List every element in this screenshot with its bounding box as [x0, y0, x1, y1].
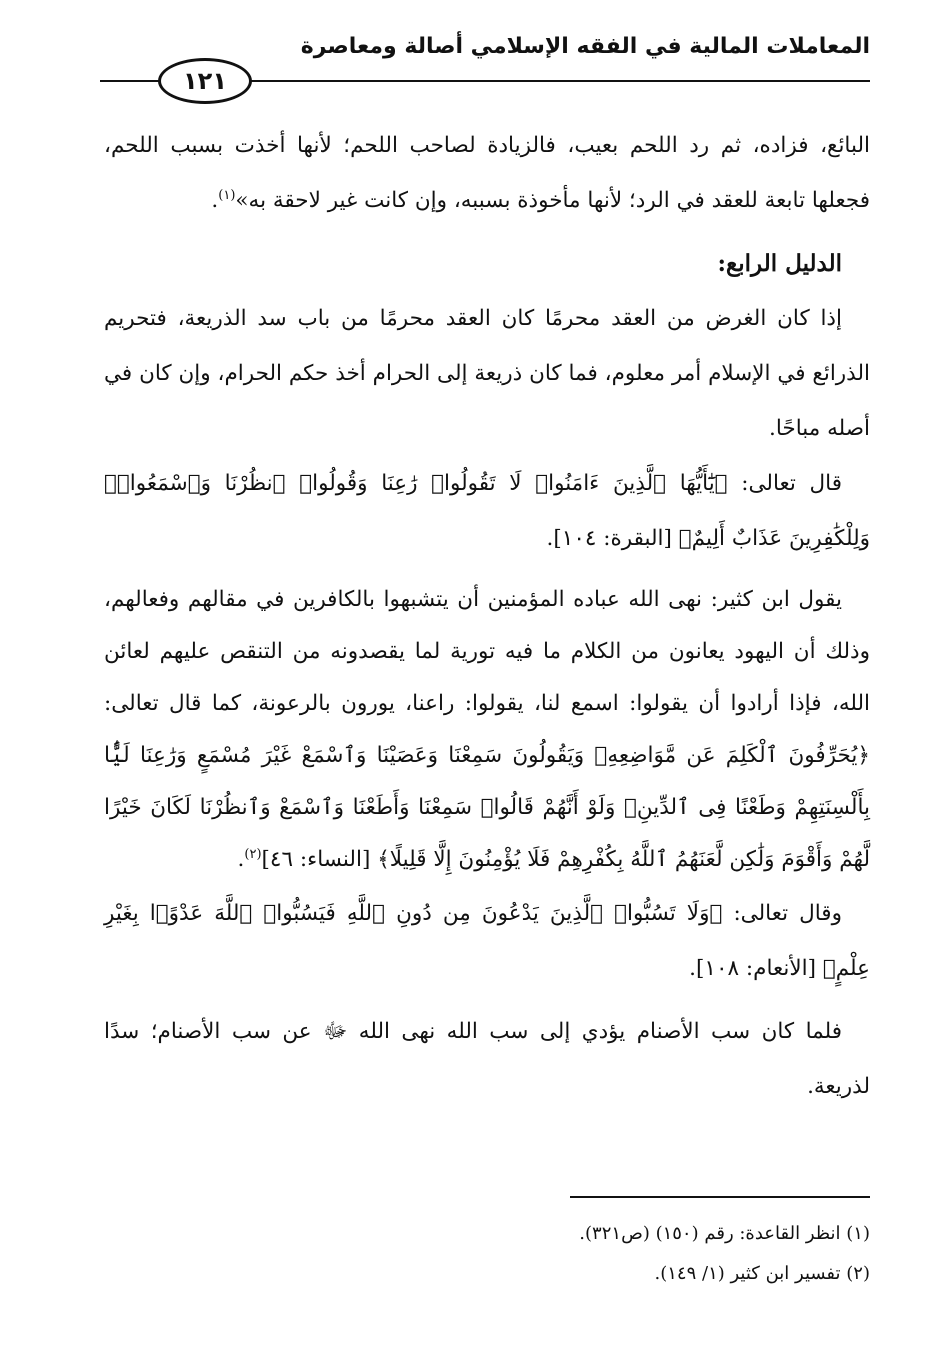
paragraph-1-end: . — [211, 188, 219, 213]
paragraph-4 — [104, 574, 870, 886]
footnote-ref-2: (٢) — [244, 846, 262, 862]
page-number: ١٢١ — [158, 58, 252, 104]
paragraph-3 — [104, 456, 870, 566]
quran-verse-3: ﴿وَلَا تَسُبُّوا۟ ٱلَّذِينَ يَدْعُونَ مِن دُونِ ٱللَّهِ فَيَسُبُّوا۟ ٱللَّهَ عَدْوًۢا بِغَيْرِ عِلْمٍ﴾ — [104, 901, 870, 981]
paragraph-6: فلما كان سب الأصنام يؤدي إلى سب الله نهى الله ﷻ عن سب الأصنام؛ سدًا لذريعة. — [104, 1019, 870, 1099]
paragraph-1 — [104, 118, 870, 228]
paragraph-2: إذا كان الغرض من العقد محرمًا كان العقد محرمًا من باب سد الذريعة، فتحريم الذرائع في الإسلام أمر معلوم، فما كان ذريعة إلى الحرام أخذ حكم الحرام، وإن كان في أصله مباحًا. — [104, 306, 870, 441]
footnote-ref-1: (١) — [218, 187, 236, 203]
quran-verse-1: ﴿يَٰٓأَيُّهَا ٱلَّذِينَ ءَامَنُوا۟ لَا تَقُولُوا۟ رَٰعِنَا وَقُولُوا۟ ٱنظُرْنَا وَٱسْمَعُوا۟ۗ وَلِلْكَٰفِرِينَ عَذَابٌ أَلِيمٌ﴾ — [104, 471, 870, 551]
paragraph-4-end: . — [237, 847, 245, 872]
quran-verse-2: ﴿يُحَرِّفُونَ ٱلْكَلِمَ عَن مَّوَاضِعِهِۦ وَيَقُولُونَ سَمِعْنَا وَعَصَيْنَا وَٱسْمَعْ غَيْرَ مُسْمَعٍ وَرَٰعِنَا لَيًّۢا بِأَلْسِنَتِهِمْ وَطَعْنًا فِى ٱلدِّينِۚ وَلَوْ أَنَّهُمْ قَالُوا۟ سَمِعْنَا وَأَطَعْنَا وَٱسْمَعْ وَٱنظُرْنَا لَكَانَ خَيْرًا لَّهُمْ وَأَقْوَمَ وَلَٰكِن لَّعَنَهُمُ ٱللَّهُ بِكُفْرِهِمْ فَلَا يُؤْمِنُونَ إِلَّا قَلِيلًا﴾ — [104, 743, 870, 872]
quote-intro-3: وقال تعالى: — [733, 901, 842, 926]
footnote-2: (٢) تفسير ابن كثير (١/ ١٤٩). — [654, 1263, 870, 1284]
section-heading: الدليل الرابع: — [717, 250, 842, 277]
paragraph-5 — [104, 886, 870, 996]
paragraph-1-text: البائع، فزاده، ثم رد اللحم بعيب، فالزيادة لصاحب اللحم؛ لأنها أخذت بسبب اللحم، فجعلها تابعة للعقد في الرد؛ لأنها مأخوذة بسببه، وإن كانت غير لاحقة به» — [104, 133, 870, 213]
quote-intro-1: قال تعالى: — [741, 471, 843, 496]
verse-ref-3: [الأنعام: ١٠٨]. — [689, 956, 816, 981]
footnotes — [104, 1214, 870, 1294]
footnote-rule — [570, 1196, 870, 1198]
main-text — [104, 118, 870, 1114]
paragraph-4-text: يقول ابن كثير: نهى الله عباده المؤمنين أن يتشبهوا بالكافرين في مقالهم وفعالهم، وذلك أن اليهود يعانون من الكلام ما فيه تورية لما يقصدونه من التنقص عليهم لعائن الله، فإذا أرادوا أن يقولوا: اسمع لنا، يقولوا: راعنا، يورون بالرعونة، كما قال تعالى: — [104, 587, 870, 716]
running-head-title: المعاملات المالية في الفقه الإسلامي أصالة ومعاصرة — [300, 34, 870, 59]
footnote-1: (١) انظر القاعدة: رقم (١٥٠) (ص٣٢١). — [579, 1223, 870, 1244]
spacer — [104, 566, 870, 574]
spacer — [104, 996, 870, 1004]
verse-ref-2: [النساء: ٤٦] — [261, 847, 371, 872]
verse-ref-1: [البقرة: ١٠٤]. — [546, 526, 672, 551]
